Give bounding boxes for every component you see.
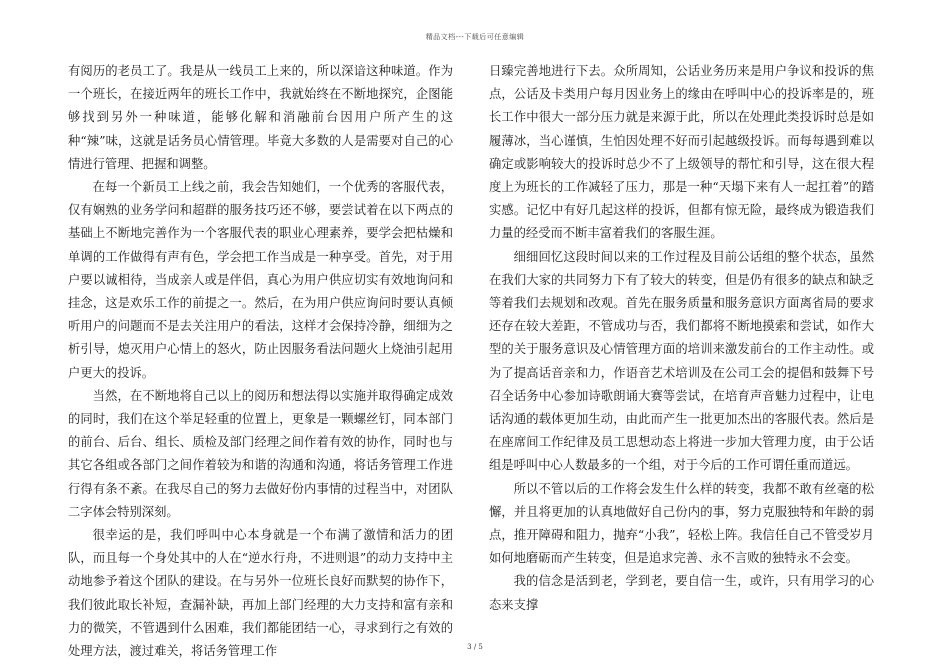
right-column	[489, 60, 874, 617]
paragraph: 在每一个新员工上线之前，我会告知她们，一个优秀的客服代表，仅有娴熟的业务学问和超群的服务技巧还不够，要尝试着在以下两点的基础上不断地完善作为一个客服代表的职业心理素养，要学会把枯燥和单调的工作做得有声有色，学会把工作当成是一种享受。首先，对于用户要以诚相待，当成亲人或是伴侣，真心为用户供应切实有效地询问和挂念，这是欢乐工作的前提之一。然后，在为用户供应询问时要认真倾听用户的问题而不是去关注用户的看法，这样才会保持冷静，细细为之析引导，熄灭用户心情上的怒火，防止因服务看法问题火上烧油引起用户更大的投诉。	[68, 180, 453, 380]
paragraph: 我的信念是活到老，学到老，要自信一生，或许，只有用学习的心态来支撑	[489, 574, 874, 612]
paragraph: 很幸运的是，我们呼叫中心本身就是一个布满了激情和活力的团队，而且每一个身处其中的人在“逆水行舟，不进则退”的动力支持中主动地参予着这个团队的建设。在与另外一位班长良好而默契的协作下，我们彼此取长补短，查漏补缺，再加上部门经理的大力支持和富有亲和力的微笑，不管遇到什么困难，我们都能团结一心，寻求到行之有效的处理方法，渡过难关，将话务管理工作	[68, 528, 453, 659]
page-header: 精品文档---下载后可任意编辑	[425, 33, 525, 41]
paragraph: 有阅历的老员工了。我是从一线员工上来的，所以深谙这种味道。作为一个班长，在接近两年的班长工作中，我就始终在不断地探究，企图能够找到另外一种味道，能够化解和消融前台因用户所产生的这种“辣”味，这就是话务员心情管理。毕竟大多数的人是需要对自己的心情进行管理、把握和调整。	[68, 64, 453, 171]
paragraph: 当然，在不断地将自己以上的阅历和想法得以实施并取得确定成效的同时，我们在这个举足轻重的位置上，更象是一颗螺丝钉，同本部门的前台、后台、组长、质检及部门经理之间作着有效的协作，同时也与其它各组或各部门之间作着较为和谐的沟通和沟通，将话务管理工作进行得有条不紊。在我尽自己的努力去做好份内事情的过程当中，对团队二字体会特别深刻。	[68, 388, 453, 519]
paragraph: 日臻完善地进行下去。众所周知，公话业务历来是用户争议和投诉的焦点，公话及卡类用户每月因业务上的缘由在呼叫中心的投诉率是的，班长工作中很大一部分压力就是来源于此，所以在处理此类投诉时总是如履薄冰，当心谨慎，生怕因处理不好而引起越级投诉。而每每遇到难以确定或影响较大的投诉时总少不了上级领导的帮忙和引导，这在很大程度上为班长的工作减轻了压力，那是一种“天塌下来有人一起扛着”的踏实感。记忆中有好几起这样的投诉，但都有惊无险，最终成为锻造我们力量的经受而不断丰富着我们的客服生涯。	[489, 64, 874, 241]
paragraph: 细细回忆这段时间以来的工作过程及目前公话组的整个状态，虽然在我们大家的共同努力下有了较大的转变，但是仍有很多的缺点和缺乏等着我们去规划和改观。首先在服务质量和服务意识方面离省局的要求还存在较大差距，不管成功与否，我们都将不断地摸索和尝试，如作大型的关于服务意识及心情管理方面的培训来激发前台的工作主动性。或为了提高话音亲和力，作语音艺术培训及在公司工会的提倡和鼓舞下号召全话务中心参加诗歌朗诵大赛等尝试，在培育声音魅力过程中，让电话沟通的载体更加生动，由此而产生一批更加杰出的客服代表。然后是在座席间工作纪律及员工思想动态上将进一步加大管理力度，由于公话组是呼叫中心人数最多的一个组，对于今后的工作可谓任重而道远。	[489, 249, 874, 473]
left-column	[68, 60, 453, 663]
page-number: 3 / 5	[467, 643, 483, 651]
paragraph: 所以不管以后的工作将会发生什么样的转变，我都不敢有丝毫的松懈，并且将更加的认真地做好自己份内的事，努力克服独特和年龄的弱点，推开障碍和阻力，抛弃“小我”，轻松上阵。我信任自己不管受岁月如何地磨砺而产生转变，但是追求完善、永不言败的独特永不会变。	[489, 481, 874, 566]
